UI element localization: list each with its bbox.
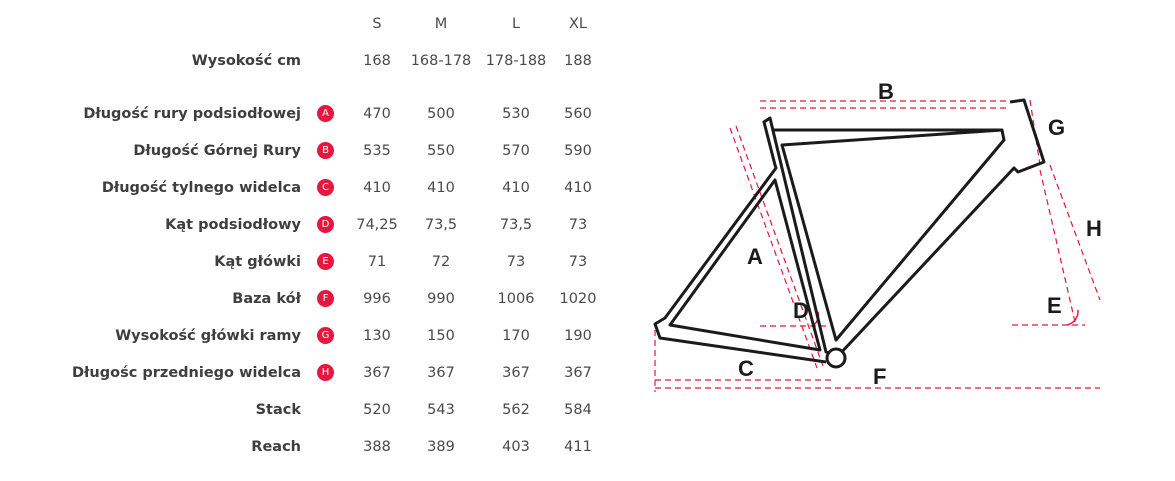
badge-e: E	[317, 253, 334, 270]
value-xl: 410	[564, 180, 592, 196]
value-xl: 1020	[559, 291, 597, 307]
value-s: 388	[363, 439, 391, 455]
label-g: G	[1048, 115, 1066, 140]
value-xl: 590	[564, 143, 592, 159]
value-m: 550	[427, 143, 455, 159]
row-label: Kąt główki	[214, 254, 301, 270]
badge-a: A	[317, 105, 334, 122]
row-label: Długośc przedniego widelca	[72, 365, 301, 381]
table-row	[0, 216, 301, 234]
table-row	[0, 253, 301, 271]
row-label: Wysokość główki ramy	[115, 328, 301, 344]
table-row	[0, 105, 301, 123]
bottom-bracket	[827, 349, 845, 367]
table-row	[0, 179, 301, 197]
value-l: 73,5	[499, 217, 533, 233]
value-l: 178-188	[485, 53, 547, 69]
table-row	[0, 327, 301, 345]
label-b: B	[878, 79, 894, 104]
row-label: Baza kół	[232, 291, 301, 307]
label-a: A	[747, 244, 763, 269]
value-s: 470	[363, 106, 391, 122]
value-l: 73	[506, 254, 526, 270]
value-l: 1006	[497, 291, 535, 307]
frame-outline	[655, 100, 1044, 362]
value-m: 410	[427, 180, 455, 196]
value-m: 990	[427, 291, 455, 307]
table-row	[0, 438, 301, 456]
value-l: 562	[502, 402, 530, 418]
row-label: Długość rury podsiodłowej	[83, 106, 301, 122]
value-m: 543	[427, 402, 455, 418]
value-m: 500	[427, 106, 455, 122]
table-row	[0, 290, 301, 308]
value-xl: 411	[564, 439, 592, 455]
row-label: Reach	[251, 439, 301, 455]
value-xl: 73	[568, 217, 588, 233]
frame-geometry-diagram	[640, 0, 1175, 477]
value-s: 130	[363, 328, 391, 344]
value-xl: 190	[564, 328, 592, 344]
value-xl: 584	[564, 402, 592, 418]
size-header-l: L	[511, 16, 521, 32]
frame-diagram-svg	[640, 0, 1175, 477]
label-h: H	[1086, 216, 1102, 241]
row-label: Kąt podsiodłowy	[165, 217, 301, 233]
value-s: 367	[363, 365, 391, 381]
value-s: 410	[363, 180, 391, 196]
size-header-xl: XL	[568, 16, 587, 32]
value-l: 410	[502, 180, 530, 196]
label-d: D	[793, 298, 809, 323]
size-header-m: M	[434, 16, 448, 32]
value-s: 520	[363, 402, 391, 418]
value-m: 168-178	[410, 53, 472, 69]
label-c: C	[738, 356, 754, 381]
value-s: 535	[363, 143, 391, 159]
value-l: 170	[502, 328, 530, 344]
row-label: Długość Górnej Rury	[133, 143, 301, 159]
value-m: 367	[427, 365, 455, 381]
value-xl: 367	[564, 365, 592, 381]
value-xl: 188	[564, 53, 592, 69]
value-m: 150	[427, 328, 455, 344]
value-m: 72	[431, 254, 451, 270]
row-label: Długość tylnego widelca	[101, 180, 301, 196]
label-e: E	[1047, 293, 1062, 318]
value-xl: 560	[564, 106, 592, 122]
badge-h: H	[317, 364, 334, 381]
badge-d: D	[317, 216, 334, 233]
row-label: Wysokość cm	[191, 53, 301, 69]
table-row	[0, 401, 301, 419]
table-row	[0, 142, 301, 160]
value-l: 367	[502, 365, 530, 381]
value-s: 71	[367, 254, 387, 270]
table-row	[0, 364, 301, 382]
value-l: 570	[502, 143, 530, 159]
size-header-s: S	[372, 16, 382, 32]
badge-c: C	[317, 179, 334, 196]
value-m: 389	[427, 439, 455, 455]
value-l: 530	[502, 106, 530, 122]
value-m: 73,5	[424, 217, 458, 233]
badge-g: G	[317, 327, 334, 344]
table-row	[0, 52, 301, 70]
badge-f: F	[317, 290, 334, 307]
value-l: 403	[502, 439, 530, 455]
label-f: F	[873, 364, 887, 389]
row-label: Stack	[255, 402, 301, 418]
value-s: 168	[363, 53, 391, 69]
value-xl: 73	[568, 254, 588, 270]
value-s: 996	[363, 291, 391, 307]
badge-b: B	[317, 142, 334, 159]
value-s: 74,25	[356, 217, 398, 233]
